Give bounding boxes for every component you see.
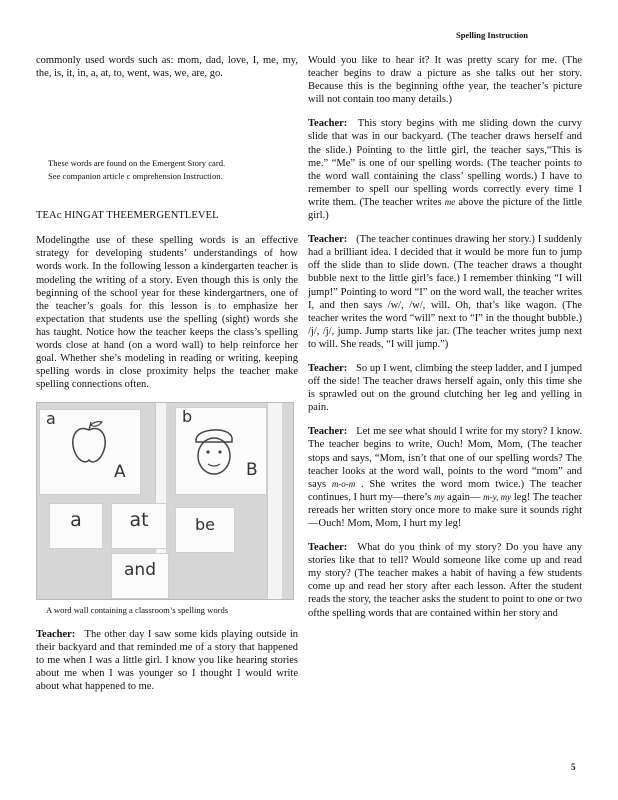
story-intro-paragraph: Would you like to hear it? It was pretty scary for me. (The teacher begins to draw a picture as she talks out her story. Because this is the beginning ofthe year, the teacher’s picture will not contain too many details.) — [308, 55, 582, 106]
section-heading: TEAc HINGAT THEEMERGENTLEVEL — [36, 210, 219, 222]
inline-word: m-o-m — [331, 478, 356, 489]
word-card-text: at — [129, 509, 149, 532]
speaker-label: Teacher: — [308, 234, 348, 246]
word-wall-photo — [36, 402, 294, 600]
paragraph-text: What do you think of my story? Do you have any stories like that to tell? Would someone like come up and read my story? (The teacher makes a habit of having a few students come up and read her story after each lesson. After the student reads the story, the teacher asks the student to point to one or two ofthe spelling words that are contained within her story and — [308, 542, 582, 619]
speaker-label: Teacher: — [308, 542, 348, 554]
word-card-text: be — [195, 515, 215, 535]
intro-paragraph: commonly used words such as: mom, dad, love, I, me, my, the, is, it, in, a, at, to, went, was, we, are, go. — [36, 55, 298, 80]
left-column — [36, 54, 298, 704]
card-big-letter: B — [246, 460, 258, 481]
easel-post — [267, 403, 282, 599]
speaker-label: Teacher: — [308, 362, 348, 374]
paragraph-text: This story begins with me sliding down the curvy slide that was in our backyard. (The teacher draws herself and the slide.) Pointing to the little girl, the teacher says,“This is me.” “Me” is one of our spelling words. (The teacher points to the word wall containing the class’ spelling words.) I have to remember to spell our spelling words correctly every time I write them. (The teacher writes — [308, 118, 583, 208]
paragraph-text: . She writes the word mom twice.) The teacher continues, I hurt my—there’s — [308, 478, 583, 503]
paragraph-text: The other day I saw some kids playing outside in their backyard and that reminded me of a story that happened to me when I was a little girl. I know you like hearing stories about me when I was younger so I thought I would write about what happened to me. — [36, 628, 298, 692]
teacher-paragraph — [308, 541, 582, 620]
word-card — [111, 553, 169, 599]
paragraph-text: (The teacher continues drawing her story.) I suddenly had a brilliant idea. I decided that it would be more fun to jump off the slide than to slide down. (The teacher draws a thought bubble next to the little girl’s face.) I remember thinking “I will jump!” Pointing to word “I” on the word wall, the teacher writes I, and then says /w/, /w/, will. Oh, that’s like wagon. (The teacher writes the word “will” next to “I” in the thought bubble.) /j/, /j/, jump. Jump starts like jar. (The teacher writes jump next to will. She reads, “I will jump.”) — [308, 234, 582, 350]
teacher-paragraph — [308, 233, 582, 351]
paragraph-text: Let me see what should I write for my story? I know. The teacher begins to write, Ouch! Mom, Mom, (The teacher stops and says, “Mom, isn’t that one of our spelling words? The teacher looks at the word wall, points to the word “mom” and says — [308, 426, 583, 490]
inline-word: me — [444, 196, 456, 207]
alphabet-card-a — [39, 409, 141, 495]
teacher-paragraph — [36, 628, 298, 693]
card-big-letter: A — [114, 462, 126, 483]
speaker-label: Teacher: — [308, 118, 348, 130]
inline-word: my — [433, 491, 445, 502]
paragraph-text: leg! The teacher rereads her written story once more to make sure it sounds right—Ouch! Mom, Mom, I hurt my leg! — [308, 491, 583, 529]
spacer — [36, 183, 298, 209]
photo-caption: A word wall containing a classroom’s spelling words — [46, 605, 229, 616]
word-card — [175, 507, 235, 553]
note-line-1: These words are found on the Emergent Story card. — [48, 158, 226, 169]
word-card — [111, 503, 167, 549]
teacher-paragraph — [308, 362, 582, 414]
alphabet-card-b — [175, 407, 267, 495]
speaker-label: Teacher: — [308, 426, 348, 438]
word-card-text: a — [70, 509, 82, 532]
page-number: 5 — [571, 762, 576, 772]
spacer — [36, 91, 298, 157]
word-card — [49, 503, 103, 549]
modeling-paragraph: Modelingthe use of these spelling words is an effective strategy for developing students’ understandings of how words work. In the following lesson a kindergarten teacher is modeling the writing of a story. Even though this is only the beginning of the school year for these kindergartners, one of the teacher’s goals for this lesson is to emphasize her expectation that students use the spelling (sight) words she has taught. Notice how the teacher keeps the class’s spelling words close at hand (on a word wall) to help reinforce her goal. Whether she’s modeling in reading or writing, keeping spelling words in close proximity helps the teacher make spelling connections often. — [36, 235, 298, 391]
paragraph-text: above the picture of the little girl.) — [308, 196, 583, 222]
note-line-2: See companion article c omprehension Instruction. — [48, 171, 223, 182]
apple-icon — [68, 420, 110, 466]
paragraph-text: again— — [447, 491, 481, 503]
word-card-text: and — [124, 560, 156, 581]
speaker-label: Teacher: — [36, 628, 76, 640]
inline-word: m-y, my — [483, 491, 512, 502]
card-letter: b — [182, 407, 193, 427]
running-header: Spelling Instruction — [455, 30, 528, 40]
right-column — [308, 54, 582, 631]
spacer — [36, 224, 298, 234]
card-letter: a — [46, 409, 56, 429]
paragraph-text: So up I went, climbing the steep ladder, and I jumped off the side! The teacher draws herself again, only this time she is sprawled out on the ground clutching her leg and yelling in pain. — [308, 362, 583, 414]
teacher-paragraph — [308, 425, 582, 530]
boy-face-icon — [190, 424, 236, 480]
teacher-paragraph — [308, 117, 582, 222]
